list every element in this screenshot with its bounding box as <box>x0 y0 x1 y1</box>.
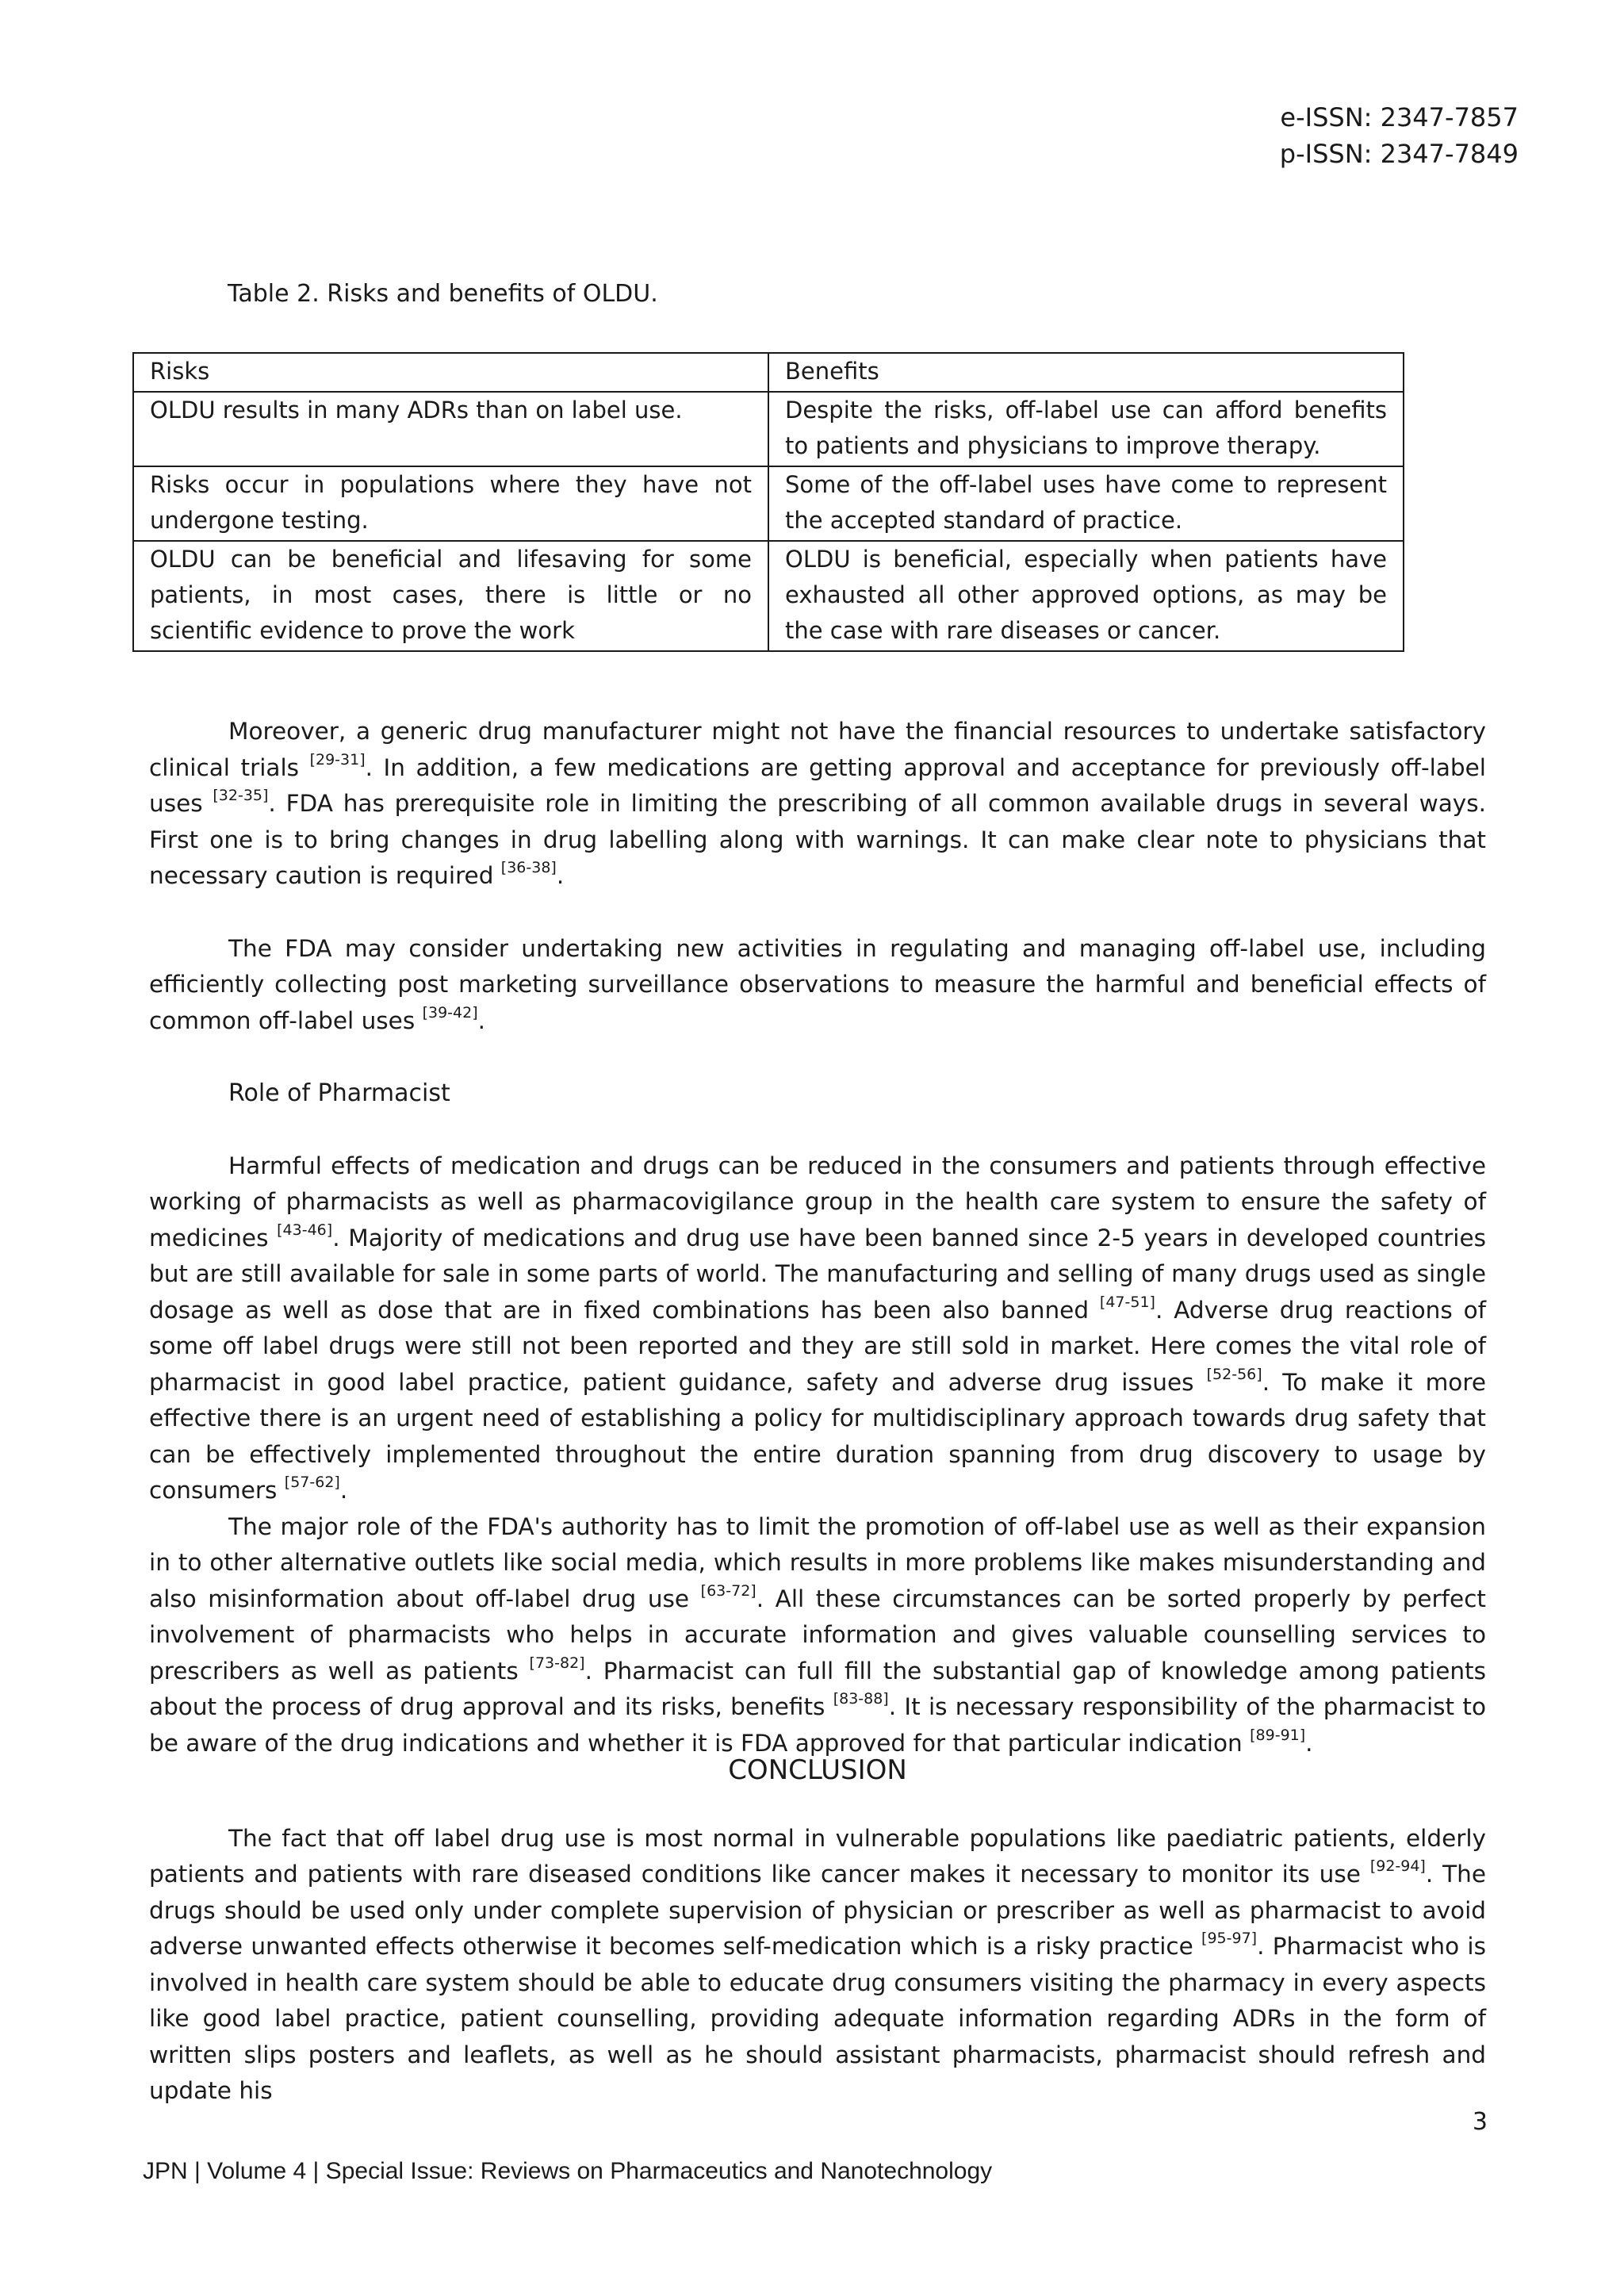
paragraph-fda-activities <box>149 931 1486 1040</box>
citation: [95-97] <box>1201 1929 1258 1947</box>
text-run: . Adverse drug reactions of some off label drugs were still not been reported and they are still sold in market. Here comes the vital role of pharmacist in good label practice, patient guidance, safety and adverse drug issues <box>149 1296 1487 1396</box>
paragraph-generic-drug <box>149 714 1486 895</box>
text-run: . All these circumstances can be sorted properly by perfect involvement of pharmacists who helps in accurate information and gives valuable counselling services to prescribers as well as patients <box>149 1585 1486 1685</box>
table-row <box>133 466 1404 541</box>
text-run: . <box>1305 1729 1313 1757</box>
text-run: . The drugs should be used only under complete supervision of physician or prescriber as well as pharmacist to avoid adverse unwanted effects otherwise it becomes self-medication which is a risky practice <box>149 1861 1487 1960</box>
text-run: . In addition, a few medications are getting approval and acceptance for previously off-label uses <box>149 753 1486 817</box>
table-header-risks: Risks <box>133 353 768 392</box>
citation: [39-42] <box>422 1003 478 1022</box>
citation: [52-56] <box>1206 1365 1262 1383</box>
text-run: . FDA has prerequisite role in limiting the prescribing of all common available drugs in several ways. First one is to bring changes in drug labelling along with warnings. It can make clear note to physicians that necessary caution is required <box>149 790 1486 889</box>
table-caption <box>228 280 658 308</box>
text-run: The fact that off label drug use is most normal in vulnerable populations like paediatric patients, elderly patients and patients with rare diseased conditions like cancer makes it necessary to monitor its use <box>149 1824 1486 1888</box>
table-caption-text: Risks and benefits of OLDU. <box>319 280 658 308</box>
table-row <box>133 392 1404 466</box>
table-row <box>133 541 1404 651</box>
journal-footer: JPN | Volume 4 | Special Issue: Reviews on Pharmaceutics and Nanotechnology <box>143 2158 993 2184</box>
body-text-conclusion <box>149 1753 1486 2110</box>
table-cell: OLDU can be beneficial and lifesaving for some patients, in most cases, there is little or no scientific evidence to prove the work <box>133 541 768 651</box>
citation: [92-94] <box>1369 1857 1426 1875</box>
table-cell: Some of the off-label uses have come to represent the accepted standard of practice. <box>768 466 1404 541</box>
citation: [36-38] <box>500 858 557 876</box>
paragraph-conclusion <box>149 1821 1486 2110</box>
pissn: p-ISSN: 2347-7849 <box>1279 139 1519 169</box>
text-run: The FDA may consider undertaking new activities in regulating and managing off-label use, including efficiently collecting post marketing surveillance observations to measure the harmful and beneficial effects of common off-label uses <box>149 934 1486 1034</box>
text-run: . It is necessary responsibility of the pharmacist to be aware of the drug indications and whether it is FDA approved for that particular indication <box>149 1693 1486 1757</box>
citation: [32-35] <box>213 786 269 804</box>
section-heading-conclusion: CONCLUSION <box>728 1754 907 1786</box>
page-number: 3 <box>1472 2108 1488 2136</box>
table-header-benefits: Benefits <box>768 353 1404 392</box>
table-caption-label: Table 2. <box>228 280 320 308</box>
citation: [57-62] <box>284 1473 340 1491</box>
table-header-row <box>133 353 1404 392</box>
section-heading-role-of-pharmacist: Role of Pharmacist <box>228 1079 450 1107</box>
text-run: Harmful effects of medication and drugs can be reduced in the consumers and patients through effective working of pharmacists as well as pharmacovigilance group in the health care system to ensure the safety of medicines <box>149 1152 1486 1251</box>
citation: [29-31] <box>309 750 366 769</box>
table-cell: Despite the risks, off-label use can afford benefits to patients and physicians to improve therapy. <box>768 392 1404 466</box>
text-run: . Majority of medications and drug use have been banned since 2-5 years in developed countries but are still available for sale in some parts of world. The manufacturing and selling of many drugs used as single dosage as well as dose that are in fixed combinations has been also banned <box>149 1224 1486 1324</box>
text-run: . Pharmacist who is involved in health care system should be able to educate drug consumers visiting the pharmacy in every aspects like good label practice, patient counselling, providing adequate information regarding ADRs in the form of written slips posters and leaflets, as well as he should assistant pharmacists, pharmacist should refresh and update his <box>149 1933 1486 2104</box>
table-cell: OLDU results in many ADRs than on label use. <box>133 392 768 466</box>
text-run: . Pharmacist can full fill the substantial gap of knowledge among patients about the process of drug approval and its risks, benefits <box>149 1657 1486 1720</box>
text-run: . <box>556 862 565 889</box>
citation: [73-82] <box>529 1654 585 1672</box>
text-run: . <box>339 1477 348 1504</box>
citation: [47-51] <box>1099 1293 1155 1311</box>
risks-benefits-table <box>132 352 1404 652</box>
table-cell: Risks occur in populations where they have not undergone testing. <box>133 466 768 541</box>
paragraph-fda-authority <box>149 1509 1486 1762</box>
citation: [89-91] <box>1250 1726 1306 1744</box>
issn-block <box>1280 99 1519 172</box>
text-run: . <box>477 1006 486 1034</box>
paragraph-harmful-effects <box>149 1148 1486 1509</box>
citation: [43-46] <box>277 1221 333 1239</box>
table-cell: OLDU is beneficial, especially when patients have exhausted all other approved options, as may be the case with rare diseases or cancer. <box>768 541 1404 651</box>
text-run: . To make it more effective there is an urgent need of establishing a policy for multidisciplinary approach towards drug safety that can be effectively implemented throughout the entire duration spanning from drug discovery to usage by consumers <box>149 1368 1486 1504</box>
citation: [83-88] <box>833 1689 889 1708</box>
text-run: Moreover, a generic drug manufacturer might not have the financial resources to undertake satisfactory clinical trials <box>149 718 1486 781</box>
eissn: e-ISSN: 2347-7857 <box>1280 102 1519 132</box>
text-run: The major role of the FDA's authority has to limit the promotion of off-label use as well as their expansion in to other alternative outlets like social media, which results in more problems like makes misunderstanding and also misinformation about off-label drug use <box>149 1512 1486 1612</box>
citation: [63-72] <box>700 1581 756 1600</box>
body-text-top <box>149 714 1486 1761</box>
